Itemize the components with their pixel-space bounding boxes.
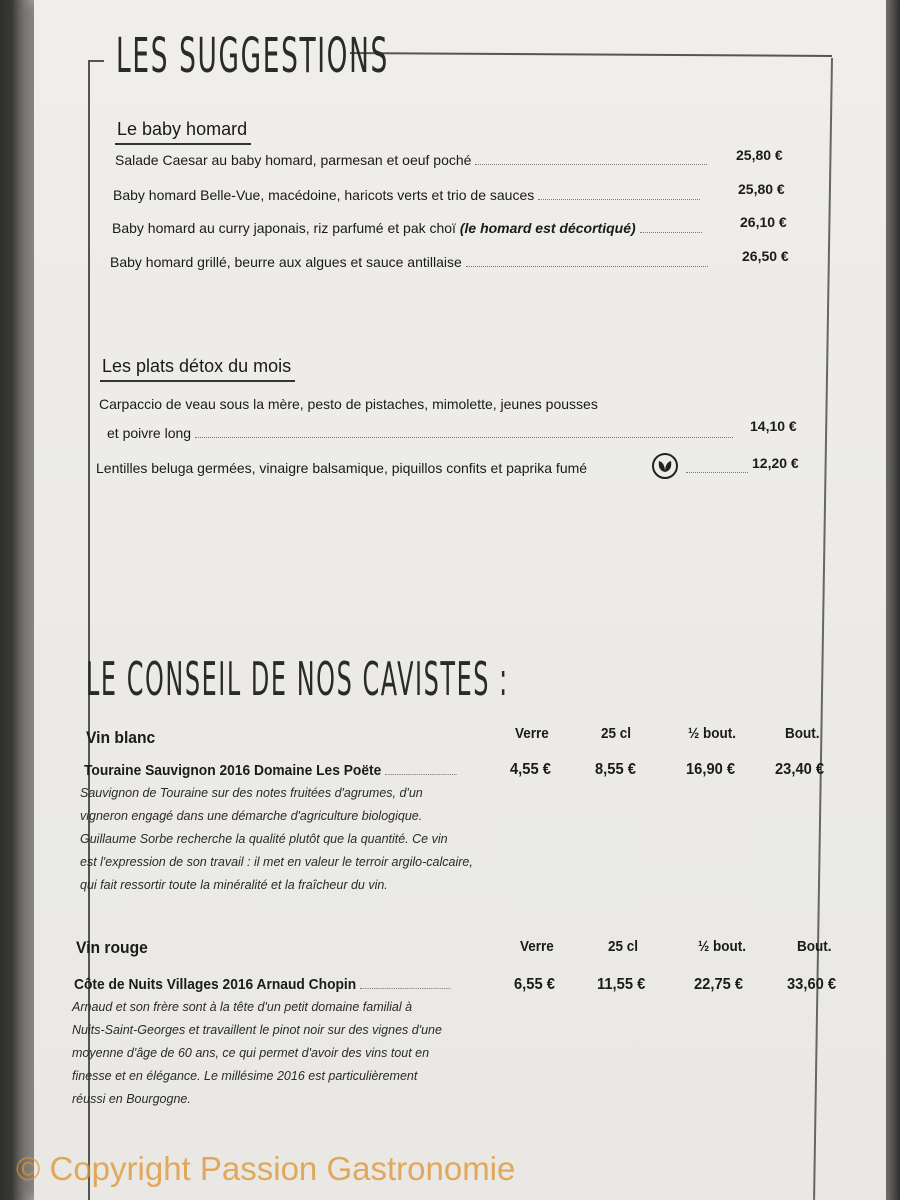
description-line: Guillaume Sorbe recherche la qualité plutôt que la quantité. Ce vin bbox=[80, 832, 448, 846]
suggestions-title: LES SUGGESTIONS bbox=[116, 28, 389, 84]
description-line: qui fait ressortir toute la minéralité et la fraîcheur du vin. bbox=[80, 878, 388, 892]
item-name: et poivre long bbox=[107, 425, 192, 441]
description-line: est l'expression de son travail : il met en valeur le terroir argilo-calcaire, bbox=[80, 855, 473, 869]
leaf-glyph bbox=[657, 459, 673, 473]
price-half-bottle: 16,90 € bbox=[686, 761, 736, 778]
dot-leader bbox=[195, 436, 733, 438]
description-line: finesse et en élégance. Le millésime 2016 est particulièrement bbox=[72, 1069, 418, 1083]
homard-heading-label: Le baby homard bbox=[117, 119, 248, 139]
dot-leader bbox=[385, 773, 457, 775]
dot-leader bbox=[640, 231, 702, 233]
description-line: moyenne d'âge de 60 ans, ce qui permet d'avoir des vins tout en bbox=[72, 1046, 430, 1060]
white-wine-name bbox=[84, 762, 457, 779]
dot-leader bbox=[538, 198, 700, 200]
menu-item bbox=[115, 152, 707, 168]
item-name: Baby homard au curry japonais, riz parfumé et pak choï bbox=[112, 220, 456, 236]
wine-label: Touraine Sauvignon 2016 Domaine Les Poëte bbox=[84, 762, 382, 779]
dot-leader bbox=[686, 471, 748, 473]
item-name: Baby homard grillé, beurre aux algues et sauce antillaise bbox=[110, 254, 462, 270]
cavistes-title: LE CONSEIL DE NOS CAVISTES : bbox=[86, 652, 509, 706]
column-half-bottle: ½ bout. bbox=[698, 938, 746, 955]
price-25cl: 11,55 € bbox=[597, 976, 646, 993]
item-note: (le homard est décortiqué) bbox=[459, 220, 636, 236]
detox-heading-underline bbox=[100, 380, 295, 382]
menu-item bbox=[113, 187, 700, 203]
menu-item-line1: Carpaccio de veau sous la mère, pesto de pistaches, mimolette, jeunes pousses bbox=[99, 396, 598, 412]
column-half-bottle: ½ bout. bbox=[688, 725, 736, 742]
menu-item-leader bbox=[682, 460, 748, 476]
menu-item: Lentilles beluga germées, vinaigre balsamique, piquillos confits et paprika fumé bbox=[96, 460, 588, 476]
column-verre: Verre bbox=[520, 938, 554, 955]
column-25cl: 25 cl bbox=[608, 938, 639, 955]
item-name: Salade Caesar au baby homard, parmesan et oeuf poché bbox=[115, 152, 472, 168]
description-line: Sauvignon de Touraine sur des notes fruitées d'agrumes, d'un bbox=[80, 786, 423, 800]
copyright-watermark: © Copyright Passion Gastronomie bbox=[16, 1150, 516, 1187]
homard-heading-underline bbox=[115, 143, 251, 145]
column-verre: Verre bbox=[515, 725, 549, 742]
vegetarian-leaf-icon bbox=[652, 453, 678, 479]
column-bottle: Bout. bbox=[785, 725, 820, 742]
item-price: 25,80 € bbox=[738, 181, 785, 197]
red-wine-description bbox=[72, 996, 442, 1111]
price-bottle: 23,40 € bbox=[775, 761, 825, 778]
price-verre: 6,55 € bbox=[514, 976, 555, 993]
dot-leader bbox=[475, 163, 707, 165]
detox-heading-label: Les plats détox du mois bbox=[102, 356, 292, 376]
description-line: vigneron engagé dans une démarche d'agriculture biologique. bbox=[80, 809, 423, 823]
description-line: Nuits-Saint-Georges et travaillent le pinot noir sur des vignes d'une bbox=[72, 1023, 442, 1037]
description-line: Arnaud et son frère sont à la tête d'un petit domaine familial à bbox=[72, 1000, 413, 1014]
price-half-bottle: 22,75 € bbox=[694, 976, 744, 993]
white-wine-description bbox=[80, 782, 473, 897]
description-line: réussi en Bourgogne. bbox=[72, 1092, 191, 1106]
column-25cl: 25 cl bbox=[601, 725, 632, 742]
menu-item bbox=[112, 220, 702, 236]
column-bottle: Bout. bbox=[797, 938, 832, 955]
homard-heading bbox=[117, 119, 247, 140]
frame-corner-tick bbox=[88, 60, 104, 62]
menu-item bbox=[110, 254, 708, 270]
item-price: 26,10 € bbox=[740, 214, 787, 230]
red-wine-heading: Vin rouge bbox=[76, 938, 148, 957]
dot-leader bbox=[360, 987, 450, 989]
item-price: 12,20 € bbox=[752, 455, 799, 471]
price-verre: 4,55 € bbox=[510, 761, 551, 778]
price-25cl: 8,55 € bbox=[595, 761, 636, 778]
price-bottle: 33,60 € bbox=[787, 976, 837, 993]
red-wine-name bbox=[74, 976, 450, 993]
item-name: Baby homard Belle-Vue, macédoine, haricots verts et trio de sauces bbox=[113, 187, 535, 203]
wine-label: Côte de Nuits Villages 2016 Arnaud Chopin bbox=[74, 976, 357, 993]
item-price: 25,80 € bbox=[736, 147, 783, 163]
detox-heading bbox=[102, 356, 291, 377]
item-price: 14,10 € bbox=[750, 418, 797, 434]
menu-item-line2 bbox=[107, 425, 733, 441]
dot-leader bbox=[466, 265, 708, 267]
item-price: 26,50 € bbox=[742, 248, 789, 264]
white-wine-heading: Vin blanc bbox=[86, 728, 156, 747]
